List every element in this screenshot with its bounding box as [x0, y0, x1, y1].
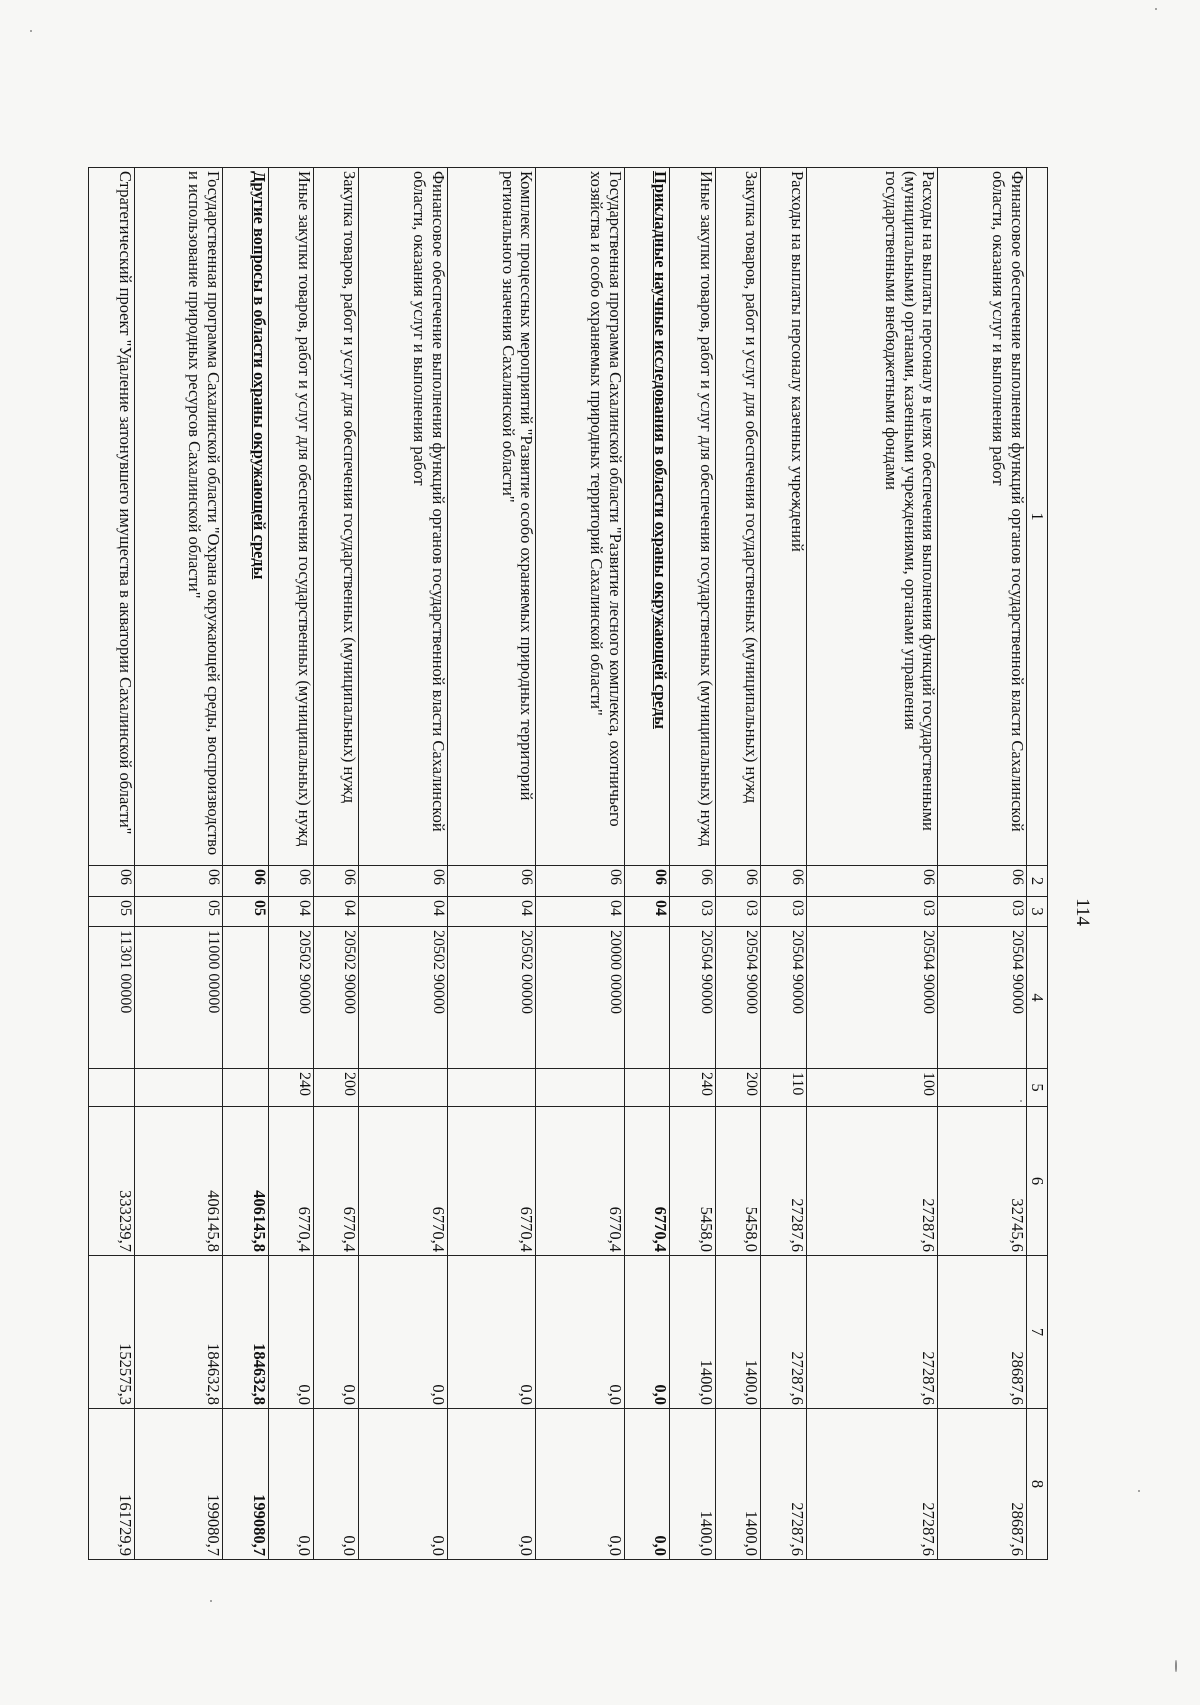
row-target-article: 20504 90000: [806, 927, 938, 1069]
row-target-article: 20502 90000: [359, 927, 448, 1069]
col-header: 1: [1027, 168, 1048, 866]
table-row: [670, 168, 715, 1560]
row-expense-type: [359, 1069, 448, 1107]
row-amount-year1: 27287,6: [761, 1107, 806, 1256]
row-target-article: 11301 00000: [89, 927, 135, 1069]
row-amount-year3: 0,0: [625, 1409, 670, 1560]
row-name: Иные закупки товаров, работ и услуг для обеспечения государственных (муниципальных) нужд: [670, 168, 715, 866]
table-row: [938, 168, 1027, 1560]
col-header: 6: [1027, 1107, 1048, 1256]
row-name: Закупка товаров, работ и услуг для обеспечения государственных (муниципальных) нужд: [715, 168, 760, 866]
row-amount-year3: 0,0: [536, 1409, 625, 1560]
row-razdel: 06: [223, 866, 268, 897]
row-amount-year3: 199080,7: [223, 1409, 268, 1560]
row-expense-type: 200: [313, 1069, 358, 1107]
row-name: Государственная программа Сахалинской области "Развитие лесного комплекса, охотничьего хозяйства и особо охраняемых природных территорий Сахалинской области": [536, 168, 625, 866]
row-target-article: 20504 90000: [938, 927, 1027, 1069]
col-header: 7: [1027, 1256, 1048, 1409]
row-amount-year1: 5458,0: [670, 1107, 715, 1256]
row-amount-year2: 0,0: [447, 1256, 536, 1409]
row-expense-type: [625, 1069, 670, 1107]
row-podrazdel: 03: [670, 897, 715, 927]
row-name: Закупка товаров, работ и услуг для обеспечения государственных (муниципальных) нужд: [313, 168, 358, 866]
row-amount-year2: 1400,0: [715, 1256, 760, 1409]
row-amount-year2: 28687,6: [938, 1256, 1027, 1409]
row-name: Стратегический проект "Удаление затонувшего имущества в акватории Сахалинской области": [89, 168, 135, 866]
table-row: [761, 168, 806, 1560]
table-row: [536, 168, 625, 1560]
row-amount-year2: 184632,8: [223, 1256, 268, 1409]
row-target-article: 20504 90000: [761, 927, 806, 1069]
row-podrazdel: 05: [134, 897, 223, 927]
col-header: 3: [1027, 897, 1048, 927]
row-amount-year3: 27287,6: [761, 1409, 806, 1560]
row-expense-type: 240: [670, 1069, 715, 1107]
row-amount-year2: 0,0: [536, 1256, 625, 1409]
row-podrazdel: 05: [223, 897, 268, 927]
col-header: 5: [1027, 1069, 1048, 1107]
page-number: 114: [1072, 898, 1093, 926]
col-header: 4: [1027, 927, 1048, 1069]
row-amount-year3: 0,0: [313, 1409, 358, 1560]
row-amount-year3: 28687,6: [938, 1409, 1027, 1560]
row-target-article: 20502 90000: [313, 927, 358, 1069]
row-name: Расходы на выплаты персоналу в целях обеспечения выполнения функций государственными (муниципальными) органами, казенными учреждениями, органами управления государственными внебюджетными фондами: [806, 168, 938, 866]
row-amount-year3: 1400,0: [715, 1409, 760, 1560]
row-name: Другие вопросы в области охраны окружающей среды: [223, 168, 268, 866]
row-amount-year3: 0,0: [447, 1409, 536, 1560]
row-amount-year1: 32745,6: [938, 1107, 1027, 1256]
row-name: Государственная программа Сахалинской области "Охрана окружающей среды, воспроизводство и использование природных ресурсов Сахалинской области": [134, 168, 223, 866]
row-podrazdel: 03: [715, 897, 760, 927]
row-podrazdel: 04: [447, 897, 536, 927]
row-razdel: 06: [134, 866, 223, 897]
table-row: [359, 168, 448, 1560]
row-expense-type: [447, 1069, 536, 1107]
row-amount-year3: 0,0: [268, 1409, 313, 1560]
row-amount-year3: 0,0: [359, 1409, 448, 1560]
row-razdel: 06: [938, 866, 1027, 897]
row-razdel: 06: [806, 866, 938, 897]
row-amount-year3: 1400,0: [670, 1409, 715, 1560]
row-podrazdel: 03: [761, 897, 806, 927]
row-expense-type: 110: [761, 1069, 806, 1107]
row-podrazdel: 03: [806, 897, 938, 927]
row-amount-year2: 152575,3: [89, 1256, 135, 1409]
row-amount-year1: 27287,6: [806, 1107, 938, 1256]
col-header: 2: [1027, 866, 1048, 897]
row-razdel: 06: [625, 866, 670, 897]
row-expense-type: [134, 1069, 223, 1107]
row-expense-type: [89, 1069, 135, 1107]
table-row: [806, 168, 938, 1560]
row-expense-type: [938, 1069, 1027, 1107]
row-target-article: 20502 90000: [268, 927, 313, 1069]
row-podrazdel: 04: [313, 897, 358, 927]
table-row: [268, 168, 313, 1560]
row-expense-type: 100: [806, 1069, 938, 1107]
row-name: Комплекс процессных мероприятий "Развитие особо охраняемых природных территорий регионального значения Сахалинской области": [447, 168, 536, 866]
header-row: [1027, 168, 1048, 1560]
row-podrazdel: 04: [625, 897, 670, 927]
row-name: Иные закупки товаров, работ и услуг для обеспечения государственных (муниципальных) нужд: [268, 168, 313, 866]
rotated-page: [88, 167, 1048, 1556]
row-target-article: [625, 927, 670, 1069]
table-row: [447, 168, 536, 1560]
row-target-article: 20504 90000: [670, 927, 715, 1069]
table-row: [625, 168, 670, 1560]
row-target-article: 11000 00000: [134, 927, 223, 1069]
row-amount-year1: 333239,7: [89, 1107, 135, 1256]
row-target-article: 20000 00000: [536, 927, 625, 1069]
row-name: Прикладные научные исследования в области охраны окружающей среды: [625, 168, 670, 866]
row-podrazdel: 04: [359, 897, 448, 927]
row-amount-year1: 406145,8: [134, 1107, 223, 1256]
row-target-article: 20504 90000: [715, 927, 760, 1069]
row-podrazdel: 04: [268, 897, 313, 927]
table-row: [313, 168, 358, 1560]
row-razdel: 06: [447, 866, 536, 897]
row-target-article: 20502 00000: [447, 927, 536, 1069]
row-razdel: 06: [268, 866, 313, 897]
table-row: [89, 168, 135, 1560]
row-name: Финансовое обеспечение выполнения функций органов государственной власти Сахалинской области, оказания услуг и выполнения работ: [938, 168, 1027, 866]
row-amount-year1: 6770,4: [536, 1107, 625, 1256]
row-amount-year1: 6770,4: [359, 1107, 448, 1256]
row-amount-year2: 0,0: [268, 1256, 313, 1409]
row-target-article: [223, 927, 268, 1069]
row-podrazdel: 04: [536, 897, 625, 927]
row-amount-year2: 1400,0: [670, 1256, 715, 1409]
row-razdel: 06: [761, 866, 806, 897]
row-expense-type: [223, 1069, 268, 1107]
row-amount-year2: 27287,6: [806, 1256, 938, 1409]
row-amount-year2: 0,0: [313, 1256, 358, 1409]
row-podrazdel: 05: [89, 897, 135, 927]
table-container: [88, 167, 1048, 1556]
row-amount-year1: 6770,4: [313, 1107, 358, 1256]
budget-table: [88, 167, 1048, 1560]
row-razdel: 06: [89, 866, 135, 897]
row-amount-year1: 406145,8: [223, 1107, 268, 1256]
row-amount-year1: 6770,4: [625, 1107, 670, 1256]
row-amount-year2: 0,0: [625, 1256, 670, 1409]
row-razdel: 06: [715, 866, 760, 897]
row-expense-type: 240: [268, 1069, 313, 1107]
row-podrazdel: 03: [938, 897, 1027, 927]
row-amount-year2: 27287,6: [761, 1256, 806, 1409]
table-row: [715, 168, 760, 1560]
row-razdel: 06: [359, 866, 448, 897]
row-razdel: 06: [536, 866, 625, 897]
row-amount-year2: 0,0: [359, 1256, 448, 1409]
row-amount-year2: 184632,8: [134, 1256, 223, 1409]
row-name: Финансовое обеспечение выполнения функций органов государственной власти Сахалинской области, оказания услуг и выполнения работ: [359, 168, 448, 866]
row-amount-year1: 6770,4: [268, 1107, 313, 1256]
row-amount-year3: 27287,6: [806, 1409, 938, 1560]
table-row: [134, 168, 223, 1560]
row-amount-year1: 5458,0: [715, 1107, 760, 1256]
row-amount-year1: 6770,4: [447, 1107, 536, 1256]
table-row: [223, 168, 268, 1560]
row-expense-type: 200: [715, 1069, 760, 1107]
col-header: 8: [1027, 1409, 1048, 1560]
row-amount-year3: 161729,9: [89, 1409, 135, 1560]
row-razdel: 06: [313, 866, 358, 897]
row-name: Расходы на выплаты персоналу казенных учреждений: [761, 168, 806, 866]
row-amount-year3: 199080,7: [134, 1409, 223, 1560]
row-expense-type: [536, 1069, 625, 1107]
row-razdel: 06: [670, 866, 715, 897]
